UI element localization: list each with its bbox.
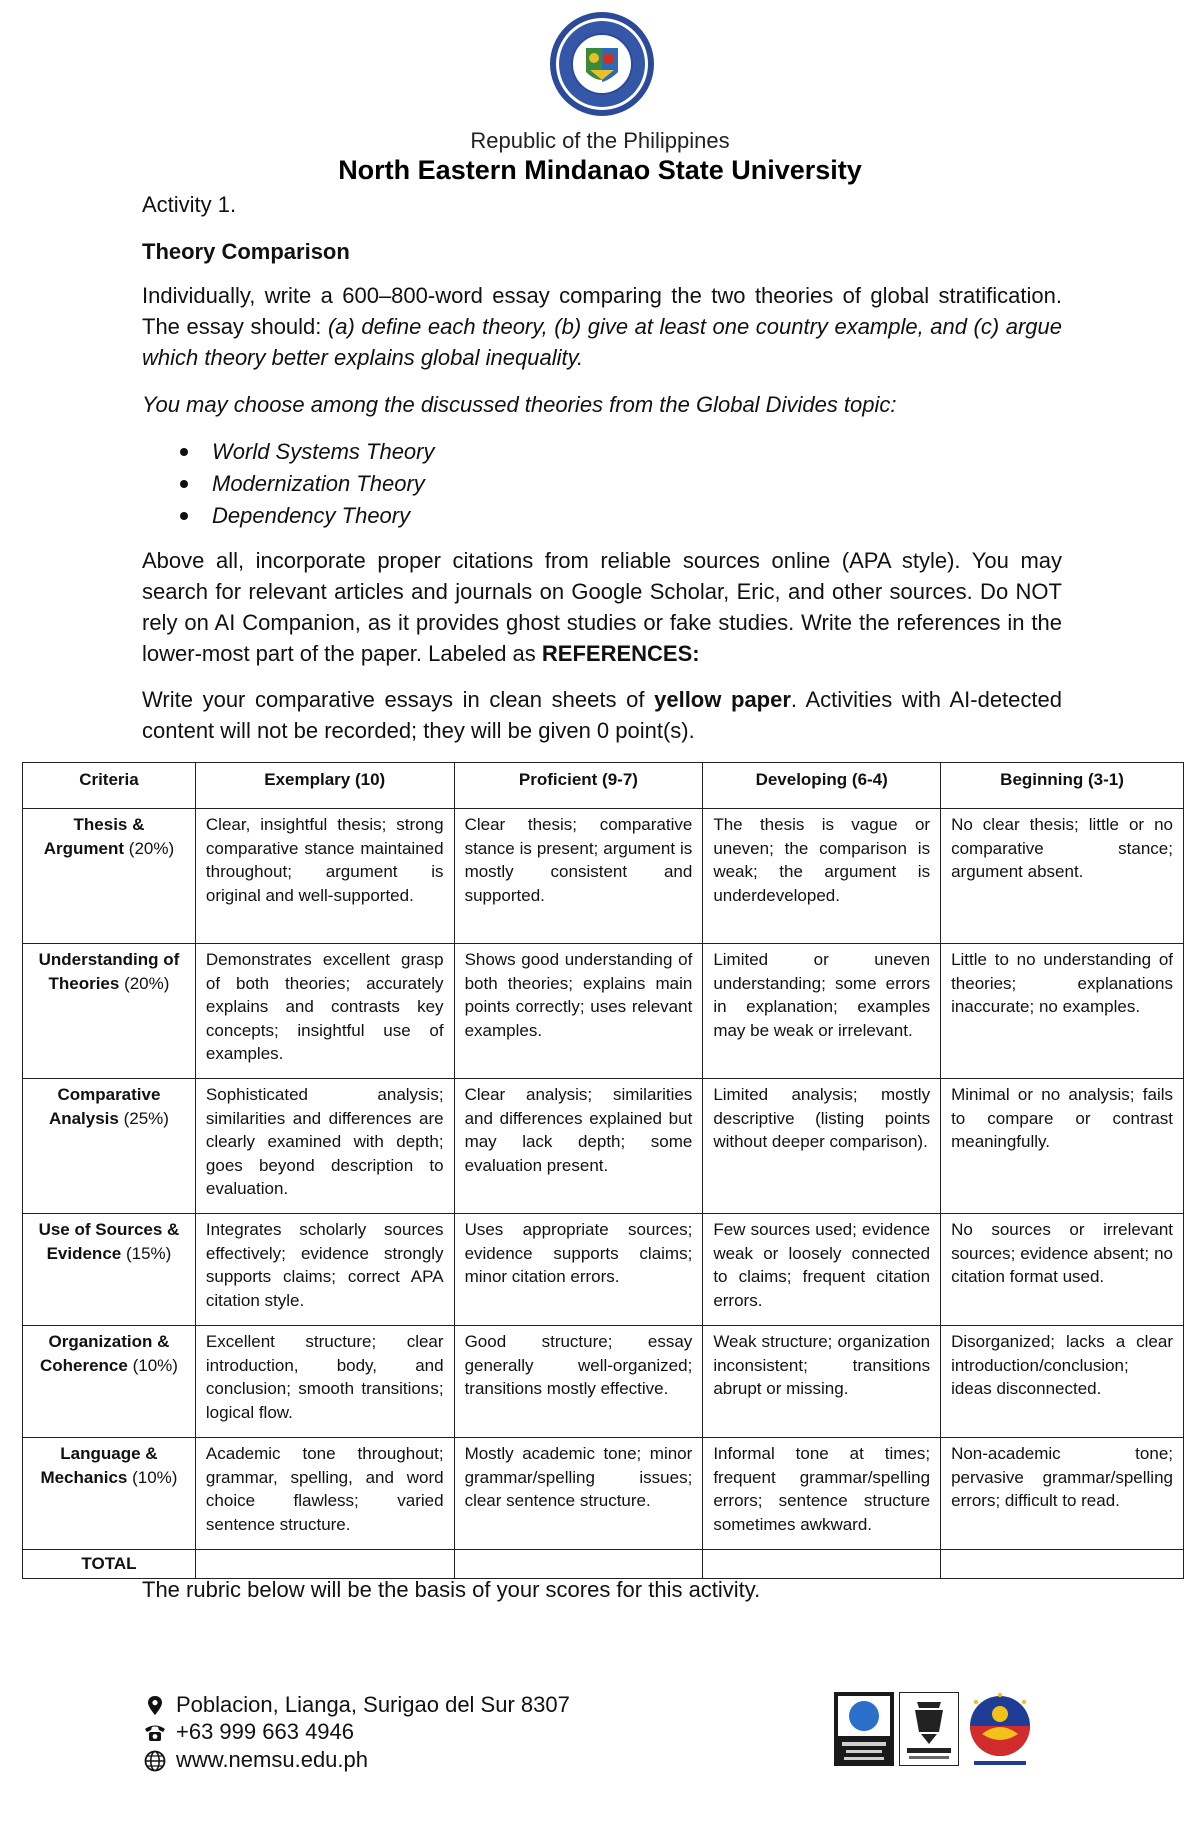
- proficient-cell: Clear thesis; comparative stance is present; argument is mostly consistent and supported.: [454, 809, 703, 944]
- table-row: [23, 1438, 1184, 1550]
- exemplary-cell: Sophisticated analysis; similarities and differences are clearly examined with depth; goes beyond description to evaluation.: [195, 1079, 454, 1214]
- bullet-icon: [180, 512, 188, 520]
- header-cell: Beginning (3-1): [941, 763, 1184, 809]
- header-cell: Criteria: [23, 763, 196, 809]
- proficient-cell: Uses appropriate sources; evidence supports claims; minor citation errors.: [454, 1214, 703, 1326]
- citation-paragraph: Above all, incorporate proper citations from reliable sources online (APA style). You may search for relevant articles and journals on Google Scholar, Eric, and other sources. Do NOT rely on AI Companion, as it provides ghost studies or fake studies. Write the references in the lower-most part of the paper. Labeled as REFERENCES:: [142, 548, 1062, 666]
- location-pin-icon: [142, 1694, 168, 1718]
- table-row: [23, 809, 1184, 944]
- exemplary-cell: Clear, insightful thesis; strong comparative stance maintained throughout; argument is original and well-supported.: [195, 809, 454, 944]
- beginning-cell: Non-academic tone; pervasive grammar/spelling errors; difficult to read.: [941, 1438, 1184, 1550]
- criteria-cell: Comparative Analysis (25%): [23, 1079, 196, 1214]
- developing-cell: Limited analysis; mostly descriptive (listing points without deeper comparison).: [703, 1079, 941, 1214]
- telephone-icon: [142, 1721, 168, 1745]
- university-name: North Eastern Mindanao State University: [338, 155, 862, 185]
- theory-choice-intro: You may choose among the discussed theories from the Global Divides topic:: [142, 392, 897, 417]
- proficient-cell: Good structure; essay generally well-organized; transitions mostly effective.: [454, 1326, 703, 1438]
- exemplary-cell: Demonstrates excellent grasp of both theories; accurately explains and contrasts key concepts; insightful use of examples.: [195, 944, 454, 1079]
- list-item: Modernization Theory: [142, 468, 1062, 500]
- developing-cell: Limited or uneven understanding; some errors in explanation; examples may be weak or irrelevant.: [703, 944, 941, 1079]
- total-beginning-cell: [941, 1550, 1184, 1579]
- bullet-icon: [180, 480, 188, 488]
- header-cell: Proficient (9-7): [454, 763, 703, 809]
- yellow-paper-emphasis: yellow paper: [654, 687, 791, 712]
- beginning-cell: Little to no understanding of theories; explanations inaccurate; no examples.: [941, 944, 1184, 1079]
- criteria-cell: Language & Mechanics (10%): [23, 1438, 196, 1550]
- proficient-cell: Shows good understanding of both theories; explains main points correctly; uses relevant examples.: [454, 944, 703, 1079]
- bullet-icon: [180, 448, 188, 456]
- rubric-note: The rubric below will be the basis of your scores for this activity.: [142, 1577, 761, 1602]
- theory-list: [142, 436, 1062, 532]
- list-item: World Systems Theory: [142, 436, 1062, 468]
- beginning-cell: No clear thesis; little or no comparative stance; argument absent.: [941, 809, 1184, 944]
- activity-label: Activity 1.: [142, 192, 237, 217]
- footer-address: Poblacion, Lianga, Surigao del Sur 8307: [142, 1691, 570, 1719]
- activity-title: Theory Comparison: [142, 239, 350, 264]
- total-proficient-cell: [454, 1550, 703, 1579]
- developing-cell: The thesis is vague or uneven; the comparison is weak; the argument is underdeveloped.: [703, 809, 941, 944]
- list-item: Dependency Theory: [142, 500, 1062, 532]
- developing-cell: Weak structure; organization inconsistent; transitions abrupt or missing.: [703, 1326, 941, 1438]
- total-row: [23, 1550, 1184, 1579]
- beginning-cell: Disorganized; lacks a clear introduction/conclusion; ideas disconnected.: [941, 1326, 1184, 1438]
- ukas-certification-badge-icon: [899, 1692, 959, 1766]
- iso-certification-badge-icon: [834, 1692, 894, 1766]
- submission-paragraph: Write your comparative essays in clean sheets of yellow paper. Activities with AI-detected content will not be recorded; they will be given 0 point(s).: [142, 687, 1062, 743]
- instructions-requirements: (a) define each theory, (b) give at least one country example, and (c) argue which theory better explains global inequality.: [142, 314, 1062, 370]
- table-row: [23, 944, 1184, 1079]
- total-exemplary-cell: [195, 1550, 454, 1579]
- rubric-table: [22, 762, 1184, 1579]
- instructions-text: Individually, write a 600–800-word essay comparing the two theories of global stratification. The essay should:: [142, 283, 1062, 339]
- developing-cell: Informal tone at times; frequent grammar/spelling errors; sentence structure sometimes awkward.: [703, 1438, 941, 1550]
- table-row: [23, 1214, 1184, 1326]
- references-label: REFERENCES:: [541, 641, 700, 666]
- bagong-pilipinas-logo: [962, 1690, 1038, 1770]
- criteria-cell: Organization & Coherence (10%): [23, 1326, 196, 1438]
- globe-icon: [142, 1749, 168, 1773]
- republic-heading: Republic of the Philippines: [470, 128, 730, 153]
- footer-phone: +63 999 663 4946: [142, 1718, 354, 1746]
- total-developing-cell: [703, 1550, 941, 1579]
- criteria-cell: Understanding of Theories (20%): [23, 944, 196, 1079]
- exemplary-cell: Excellent structure; clear introduction, body, and conclusion; smooth transitions; logical flow.: [195, 1326, 454, 1438]
- exemplary-cell: Academic tone throughout; grammar, spelling, and word choice flawless; varied sentence structure.: [195, 1438, 454, 1550]
- university-seal-logo: [548, 10, 656, 118]
- instructions-paragraph: [142, 280, 1062, 373]
- footer-website[interactable]: www.nemsu.edu.ph: [142, 1746, 368, 1774]
- header-cell: Exemplary (10): [195, 763, 454, 809]
- table-row: [23, 1079, 1184, 1214]
- beginning-cell: No sources or irrelevant sources; evidence absent; no citation format used.: [941, 1214, 1184, 1326]
- rubric-header-row: [23, 763, 1184, 809]
- beginning-cell: Minimal or no analysis; fails to compare or contrast meaningfully.: [941, 1079, 1184, 1214]
- proficient-cell: Clear analysis; similarities and differences explained but may lack depth; some evaluation present.: [454, 1079, 703, 1214]
- criteria-cell: Use of Sources & Evidence (15%): [23, 1214, 196, 1326]
- developing-cell: Few sources used; evidence weak or loosely connected to claims; frequent citation errors.: [703, 1214, 941, 1326]
- proficient-cell: Mostly academic tone; minor grammar/spelling issues; clear sentence structure.: [454, 1438, 703, 1550]
- criteria-cell: Thesis & Argument (20%): [23, 809, 196, 944]
- table-row: [23, 1326, 1184, 1438]
- exemplary-cell: Integrates scholarly sources effectively; evidence strongly supports claims; correct APA citation style.: [195, 1214, 454, 1326]
- total-label: TOTAL: [23, 1550, 196, 1579]
- header-cell: Developing (6-4): [703, 763, 941, 809]
